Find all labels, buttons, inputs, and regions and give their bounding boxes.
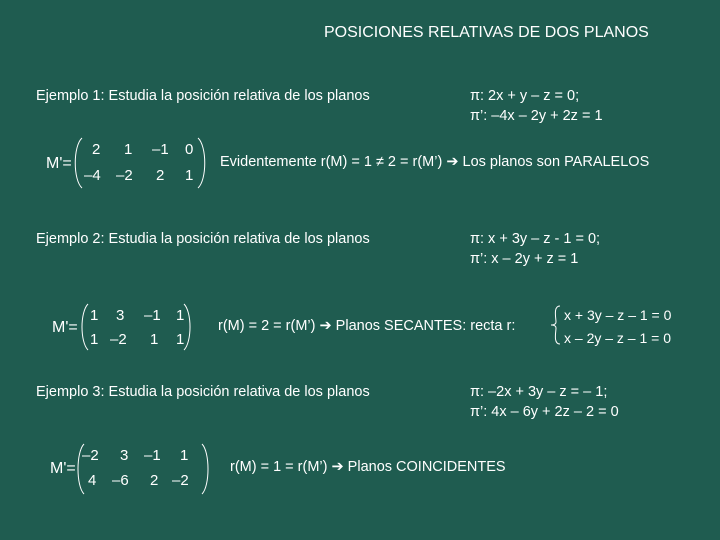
system-brace bbox=[551, 306, 560, 344]
system-equation: x – 2y – z – 1 = 0 bbox=[564, 330, 672, 346]
matrix-cell: 1 bbox=[90, 307, 99, 324]
example-1-plane-pi: π: 2x + y – z = 0; bbox=[470, 88, 580, 104]
matrix-cell: –2 bbox=[82, 447, 99, 464]
matrix-cell: –4 bbox=[84, 167, 101, 184]
example-1-conclusion: Evidentemente r(M) = 1 ≠ 2 = r(M’) ➔ Los planos son PARALELOS bbox=[220, 154, 650, 170]
matrix-cell: –1 bbox=[152, 141, 169, 158]
matrix-cell: 0 bbox=[185, 141, 194, 158]
matrix-cell: 1 bbox=[150, 331, 159, 348]
right-bracket bbox=[198, 138, 205, 188]
matrix-cell: 1 bbox=[124, 141, 133, 158]
example-1-statement: Ejemplo 1: Estudia la posición relativa de los planos bbox=[36, 88, 370, 104]
matrix-cell: 3 bbox=[120, 447, 129, 464]
example-1-matrix bbox=[40, 134, 215, 197]
example-3-plane-pi-prime: π’: 4x – 6y + 2z – 2 = 0 bbox=[470, 404, 619, 420]
matrix-cell: –2 bbox=[110, 331, 127, 348]
slide-title: POSICIONES RELATIVAS DE DOS PLANOS bbox=[324, 24, 649, 41]
example-2-plane-pi-prime: π’: x – 2y + z = 1 bbox=[470, 251, 579, 267]
left-bracket bbox=[82, 304, 88, 350]
matrix-cell: 1 bbox=[180, 447, 189, 464]
matrix-cell: 1 bbox=[176, 331, 185, 348]
matrix-label: M'= bbox=[46, 155, 72, 172]
right-bracket bbox=[184, 304, 190, 350]
matrix-cell: 2 bbox=[92, 141, 101, 158]
matrix-cell: 1 bbox=[176, 307, 185, 324]
matrix-cell: –6 bbox=[112, 472, 129, 489]
matrix-cell: 2 bbox=[150, 472, 159, 489]
system-equation: x + 3y – z – 1 = 0 bbox=[564, 307, 672, 323]
matrix-cell: 3 bbox=[116, 307, 125, 324]
example-2-matrix bbox=[48, 298, 198, 361]
example-3-plane-pi: π: –2x + 3y – z = – 1; bbox=[470, 384, 608, 400]
matrix-cell: 2 bbox=[156, 167, 165, 184]
matrix-cell: –1 bbox=[144, 447, 161, 464]
matrix-cell: –2 bbox=[172, 472, 189, 489]
matrix-cell: 4 bbox=[88, 472, 97, 489]
right-bracket bbox=[202, 444, 208, 494]
matrix-cell: 1 bbox=[90, 331, 99, 348]
matrix-cell: 1 bbox=[185, 167, 194, 184]
example-2-plane-pi: π: x + 3y – z - 1 = 0; bbox=[470, 231, 601, 247]
matrix-label: M'= bbox=[50, 460, 76, 477]
example-1-plane-pi-prime: π’: –4x – 2y + 2z = 1 bbox=[470, 108, 603, 124]
example-2-conclusion: r(M) = 2 = r(M’) ➔ Planos SECANTES: recta r: bbox=[218, 318, 516, 334]
left-bracket bbox=[75, 138, 82, 188]
example-3-statement: Ejemplo 3: Estudia la posición relativa de los planos bbox=[36, 384, 370, 400]
line-system bbox=[548, 302, 708, 353]
example-3-conclusion: r(M) = 1 = r(M’) ➔ Planos COINCIDENTES bbox=[230, 459, 506, 475]
example-3-matrix bbox=[46, 440, 216, 503]
matrix-cell: –1 bbox=[144, 307, 161, 324]
example-2-statement: Ejemplo 2: Estudia la posición relativa de los planos bbox=[36, 231, 370, 247]
matrix-cell: –2 bbox=[116, 167, 133, 184]
matrix-label: M'= bbox=[52, 319, 78, 336]
